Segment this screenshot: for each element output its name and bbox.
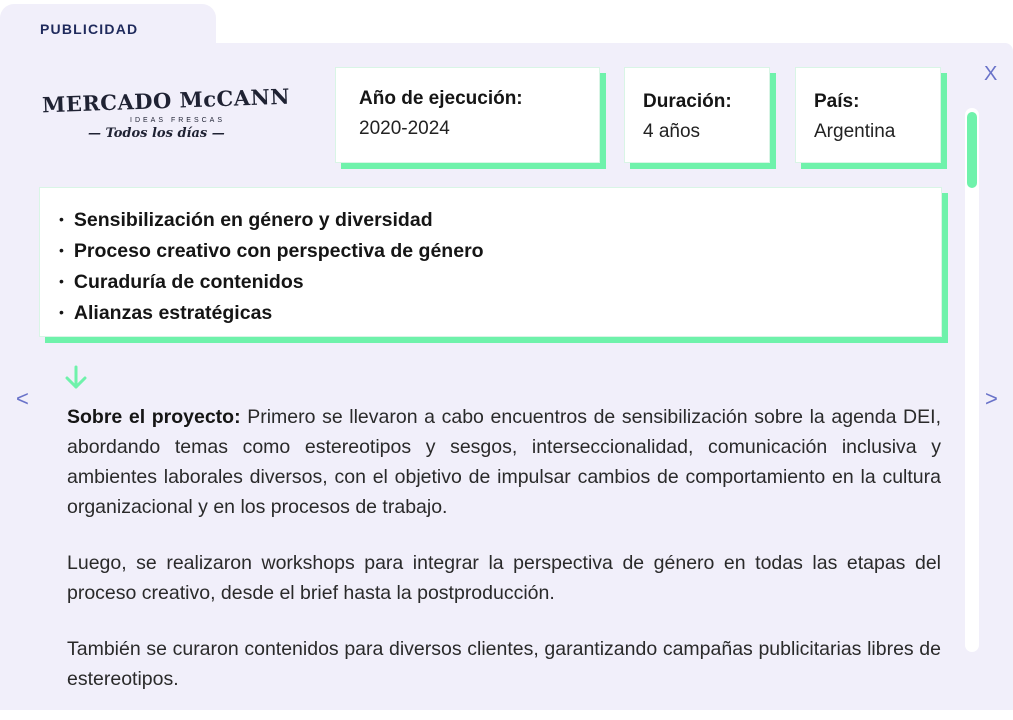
country-label: País:	[814, 91, 860, 112]
services-card	[39, 187, 942, 337]
project-description	[67, 402, 941, 720]
next-arrow-icon[interactable]: >	[985, 386, 998, 411]
category-tab[interactable]	[0, 4, 216, 48]
country-value: Argentina	[814, 121, 896, 142]
year-card	[335, 67, 600, 163]
duration-value: 4 años	[643, 121, 701, 142]
about-heading: Sobre el proyecto:	[67, 406, 241, 428]
category-tab-label: PUBLICIDAD	[40, 21, 139, 37]
year-value: 2020-2024	[359, 118, 450, 139]
description-paragraph	[67, 402, 941, 522]
list-item: • Proceso creativo con perspectiva de género	[59, 236, 484, 267]
description-paragraph: Luego, se realizaron workshops para integrar la perspectiva de género en todas las etapas del proceso creativo, desde el brief hasta la postproducción.	[67, 552, 941, 604]
duration-card	[624, 67, 770, 163]
services-list	[59, 205, 484, 329]
arrow-down-icon	[64, 365, 88, 391]
description-paragraph: También se curaron contenidos para diversos clientes, garantizando campañas publicitarias libres de estereotipos.	[67, 638, 941, 690]
list-item: • Curaduría de contenidos	[59, 267, 484, 298]
year-label: Año de ejecución:	[359, 88, 523, 109]
list-item: • Sensibilización en género y diversidad	[59, 205, 484, 236]
close-icon[interactable]: X	[984, 63, 998, 85]
country-card	[795, 67, 941, 163]
list-item: • Alianzas estratégicas	[59, 298, 484, 329]
client-logo	[41, 83, 291, 148]
logo-wordmark: MERCADO McCANN	[41, 83, 291, 118]
scrollbar-track[interactable]	[965, 108, 979, 652]
logo-tagline: — Todos los días —	[88, 126, 225, 141]
scrollbar-thumb[interactable]	[967, 112, 977, 188]
previous-arrow-icon[interactable]: <	[16, 386, 29, 411]
about-text: Primero se llevaron a cabo encuentros de sensibilización sobre la agenda DEI, abordando temas como estereotipos y sesgos, interseccionalidad, comunicación inclusiva y ambientes laborales diversos, con el objetivo de impulsar cambios de comportamiento en la cultura organizacional y en los procesos de trabajo.	[67, 406, 941, 518]
logo-subtitle: IDEAS FRESCAS	[130, 117, 226, 124]
duration-label: Duración:	[643, 91, 732, 112]
